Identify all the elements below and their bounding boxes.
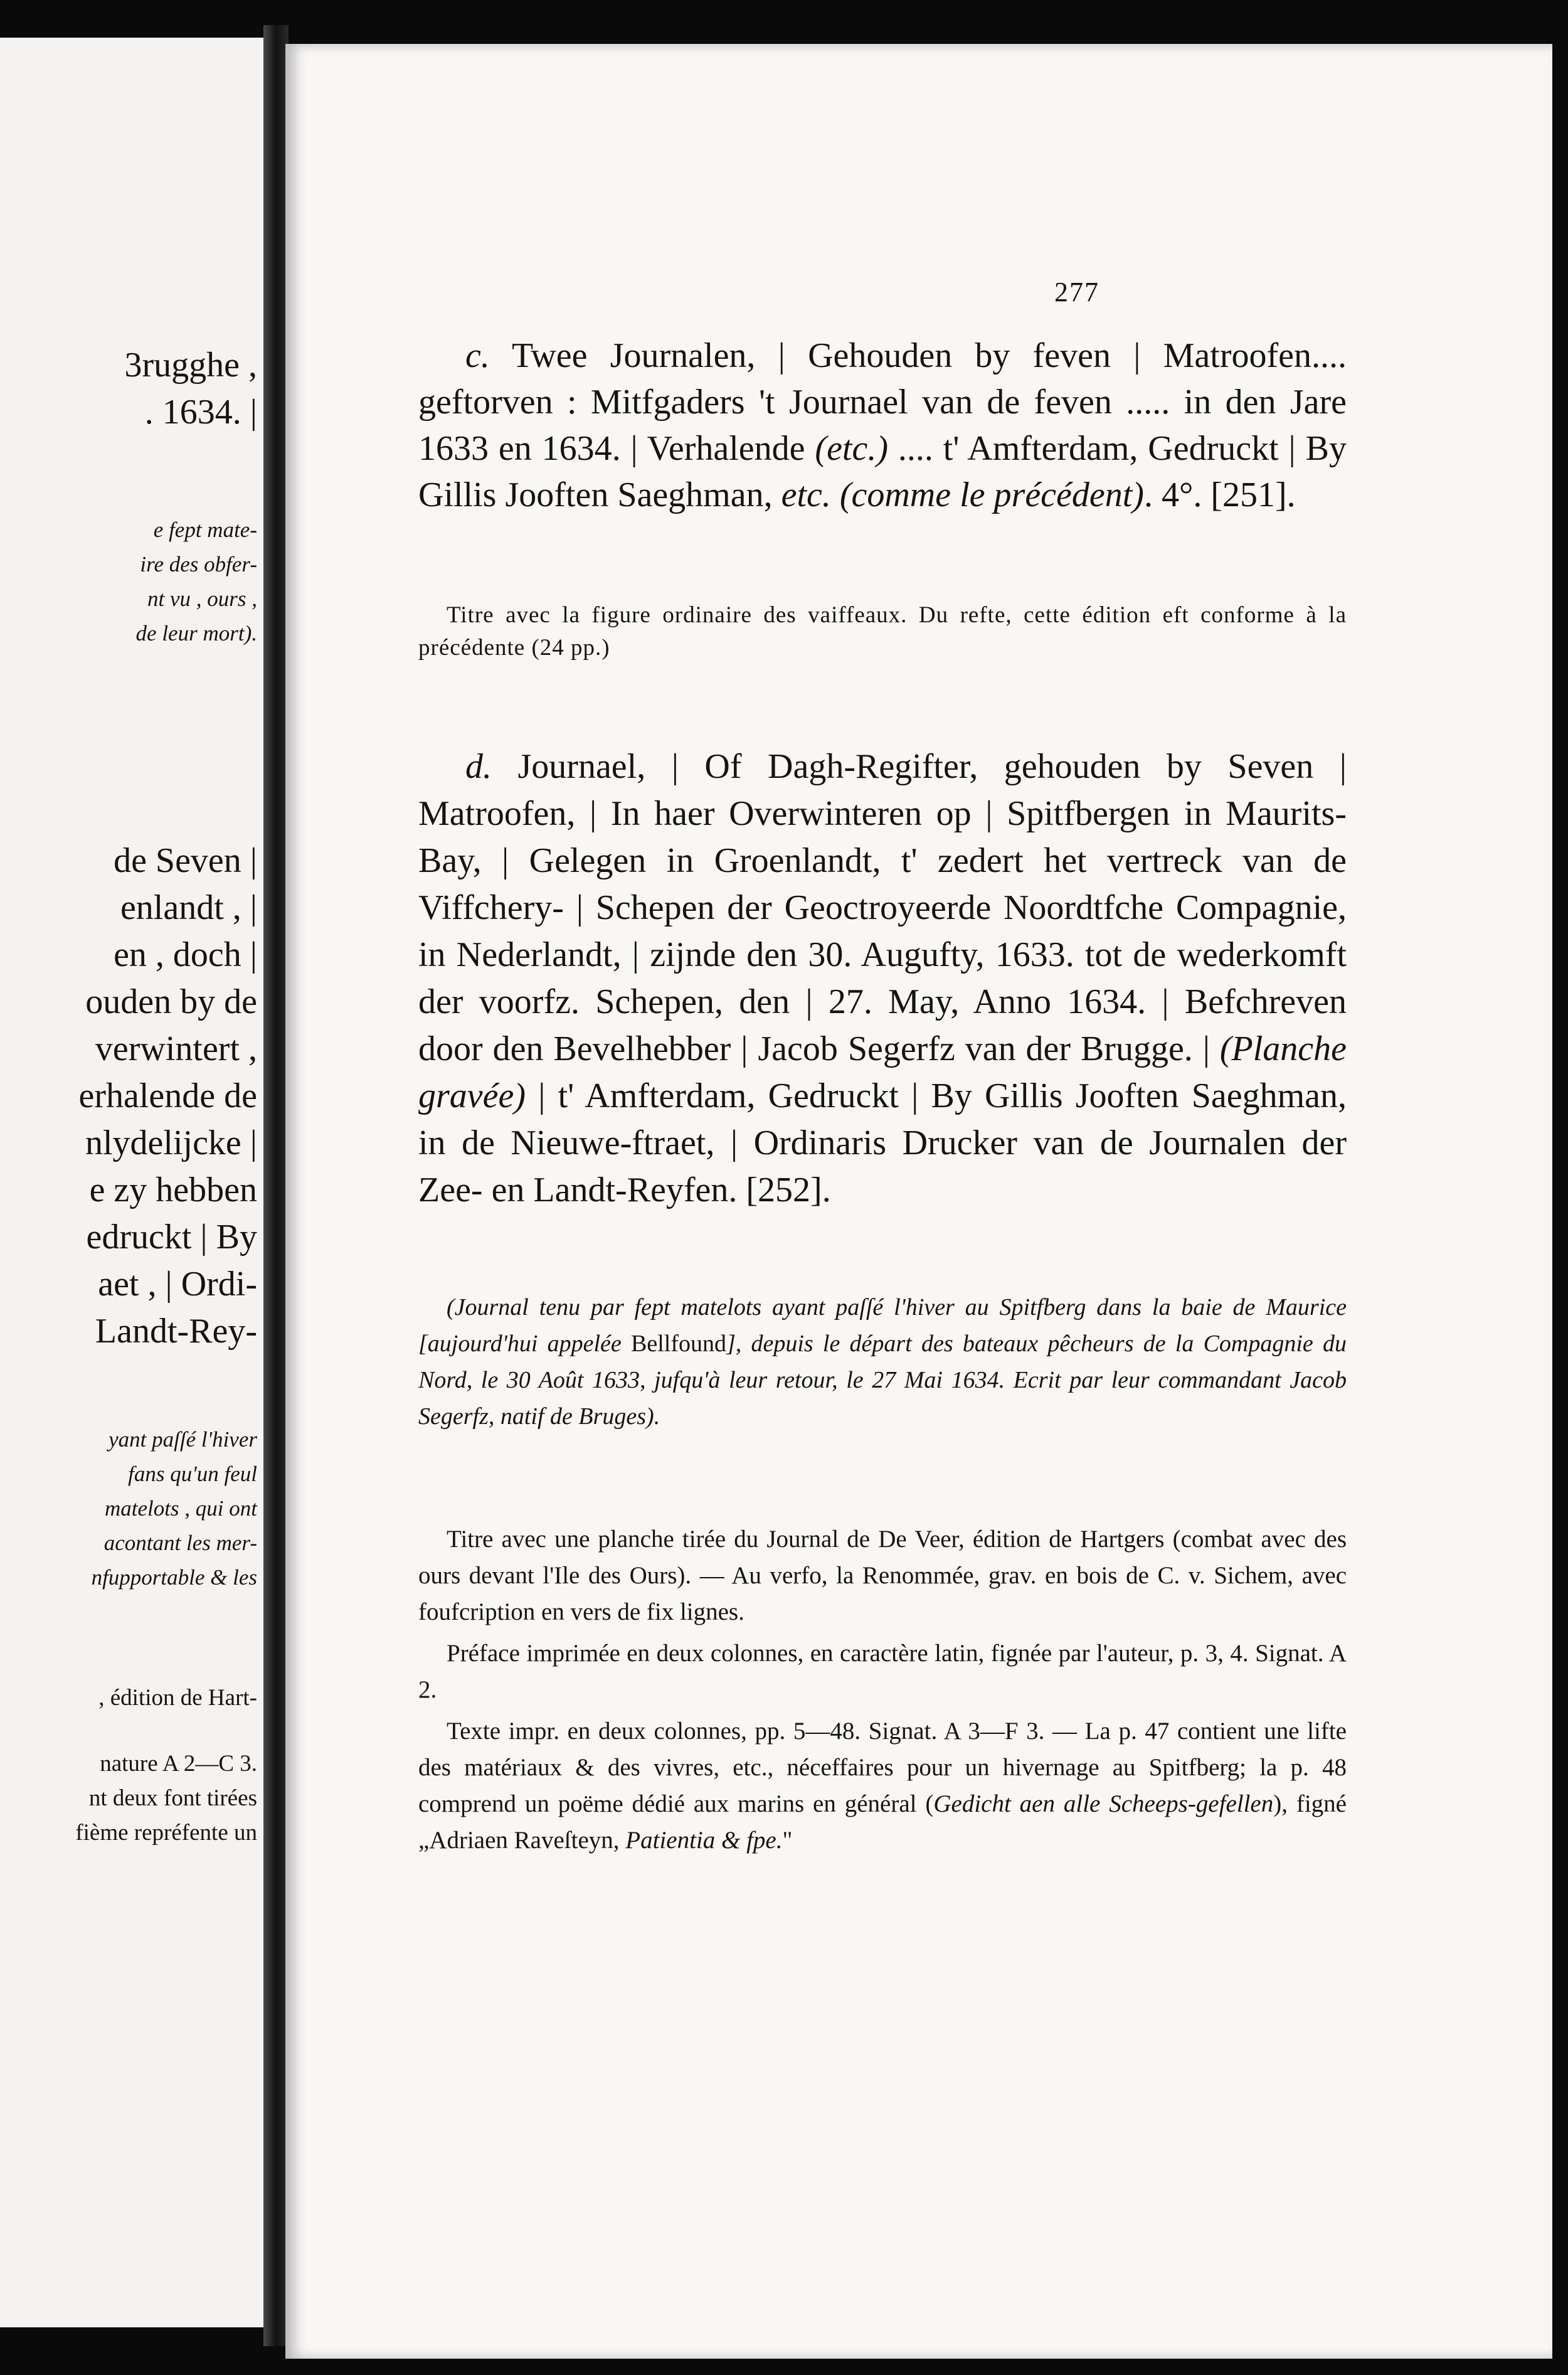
left-fragment: en , doch | xyxy=(114,935,257,974)
description-italic: Gedicht aen alle Scheeps-gefellen xyxy=(933,1790,1274,1817)
left-fragment: . 1634. | xyxy=(144,393,257,432)
left-fragment: nature A 2—C 3. xyxy=(100,1751,257,1777)
entry-italic: (Planche gravée) xyxy=(418,1029,1347,1115)
left-fragment: acontant les mer- xyxy=(103,1531,257,1555)
description xyxy=(418,1521,1347,1864)
left-fragment: nt deux font tirées xyxy=(88,1785,257,1811)
left-fragment: nt vu , ours , xyxy=(147,587,257,611)
left-fragment: ouden by de xyxy=(85,982,257,1021)
left-fragment: Landt-Rey- xyxy=(95,1312,257,1351)
left-fragment: enlandt , | xyxy=(120,888,257,927)
entry-text: .... t' Amfterdam, Gedruckt | By Gillis Jooften Saeghman, xyxy=(418,429,1347,514)
left-page xyxy=(0,38,263,2327)
page-number: 277 xyxy=(1054,277,1099,307)
book-gutter xyxy=(263,25,289,2346)
description-text: ), figné „Adriaen Raveſteyn, xyxy=(418,1790,1347,1854)
note-text: ], depuis le départ des bateaux pêcheurs de la Compagnie du Nord, le 30 Août 1633, jufqu'à leur retour, le 27 Mai 1634. Ecrit par leur commandant Jacob Segerfz, natif de Bruges). xyxy=(418,1331,1347,1430)
left-fragment: e zy hebben xyxy=(89,1171,257,1209)
entry-text: . 4°. [251]. xyxy=(1143,476,1296,514)
left-fragment: fans qu'un feul xyxy=(128,1462,257,1486)
left-fragment: de leur mort). xyxy=(135,621,257,646)
description-paragraph: Préface imprimée en deux colonnes, en caractère latin, fignée par l'auteur, p. 3, 4. Signat. A 2. xyxy=(418,1640,1347,1703)
note-d xyxy=(418,1289,1347,1435)
left-fragment: e fept mate- xyxy=(153,518,257,542)
description-paragraph xyxy=(418,1713,1347,1859)
entry-italic: (etc.) xyxy=(815,429,888,468)
left-fragment: verwintert , xyxy=(95,1029,257,1068)
description-text: Texte impr. en deux colonnes, pp. 5—48. Signat. A 3—F 3. — La p. 47 contient une lifte des matériaux & des vivres, etc., néceffaires pour un hivernage au Spitfberg; la p. 48 comprend un poëme dédié aux marins en général ( xyxy=(418,1718,1347,1817)
entry-letter: d. xyxy=(465,747,492,786)
entry-text: Journael, | Of Dagh-Regifter, gehouden by Seven | Matroofen, | In haer Overwinteren op | Spitfbergen in Maurits-Bay, | Gelegen in Groenlandt, t' zedert het vertreck van de Viffchery- | Schepen der Geoctroyeerde Noordtfche Compagnie, in Nederlandt, | zijnde den 30. Augufty, 1633. tot de wederkomft der voorfz. Schepen, den | 27. May, Anno 1634. | Befchreven door den Bevelhebber | Jacob Segerfz van der Brugge. | xyxy=(418,747,1347,1068)
left-fragment: , édition de Hart- xyxy=(98,1685,257,1711)
entry-text: | t' Amfterdam, Gedruckt | By Gillis Jooften Saeghman, in de Nieuwe-ftraet, | Ordinaris Drucker van de Journalen der Zee- en Landt-Reyfen. [252]. xyxy=(418,1076,1347,1209)
entry-italic: etc. (comme le précédent) xyxy=(781,476,1144,514)
left-fragment: aet , | Ordi- xyxy=(98,1265,257,1304)
description-text: " xyxy=(782,1827,793,1854)
left-fragment: de Seven | xyxy=(114,841,257,880)
description-paragraph: Titre avec une planche tirée du Journal de De Veer, édition de Hartgers (combat avec des ours devant l'Ile des Ours). — Au verfo, la Renommée, grav. en bois de C. v. Sichem, avec foufcription en vers de fix lignes. xyxy=(418,1526,1347,1625)
left-fragment: 3rugghe , xyxy=(124,346,257,385)
entry-letter: c. xyxy=(465,336,490,375)
entry-d xyxy=(418,743,1347,1214)
note-text: (Journal tenu par fept matelots ayant paſſé l'hiver au Spitfberg dans la baie de Maurice [aujourd'hui appelée xyxy=(418,1294,1347,1357)
description-italic: Patientia & fpe. xyxy=(625,1827,783,1854)
entry-text: Twee Journalen, | Gehouden by feven | Matroofen.... geftorven : Mitfgaders 't Journael van de feven ..... in den Jare 1633 en 1634. | Verhalende xyxy=(418,336,1347,468)
left-fragment: edruckt | By xyxy=(86,1218,257,1257)
entry-c xyxy=(418,332,1347,518)
left-fragment: nlydelijcke | xyxy=(85,1124,257,1162)
right-page xyxy=(285,44,1552,2359)
left-fragment: matelots , qui ont xyxy=(104,1496,257,1521)
left-fragment: nfupportable & les xyxy=(91,1565,257,1590)
note-c: Titre avec la figure ordinaire des vaiffeaux. Du refte, cette édition eft conforme à la précédente (24 pp.) xyxy=(418,602,1347,661)
left-fragment: erhalende de xyxy=(78,1076,257,1115)
left-fragment: fième repréfente un xyxy=(75,1820,257,1846)
left-fragment: ire des obfer- xyxy=(140,552,257,576)
note-text: Bellfound xyxy=(631,1331,726,1357)
left-fragment: yant paſſé l'hiver xyxy=(109,1427,257,1452)
